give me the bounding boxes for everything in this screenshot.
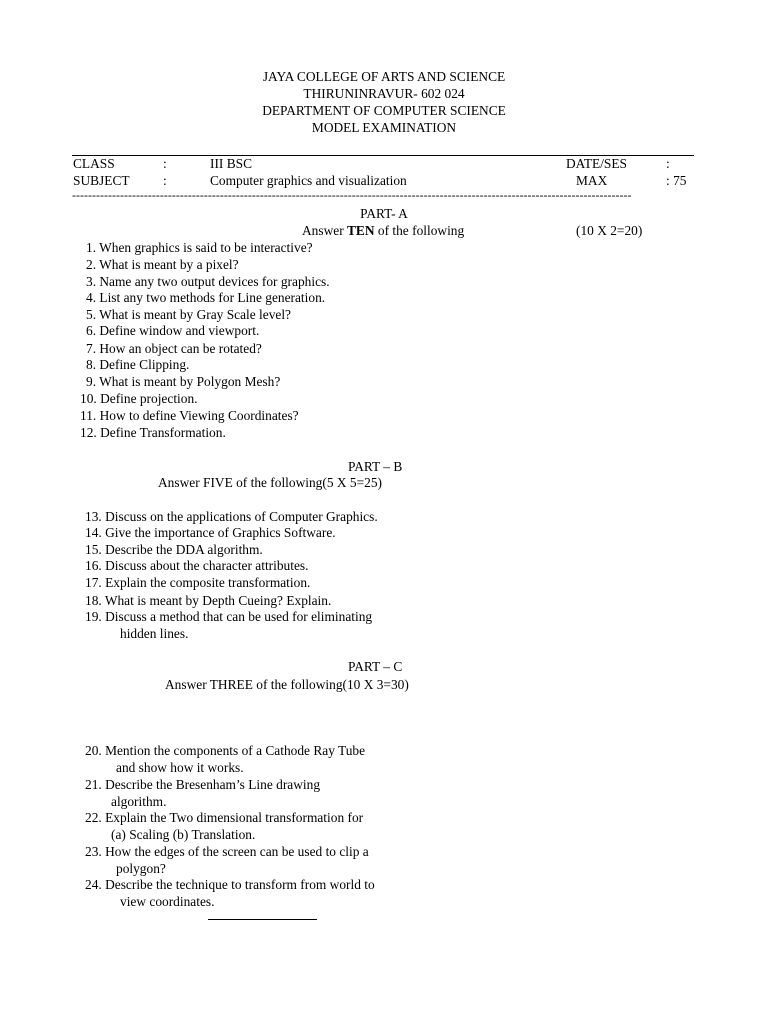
- part-b-title: PART – B: [348, 459, 403, 474]
- question-7: 7. How an object can be rotated?: [86, 341, 262, 356]
- dashed-divider: --------------------------------------------------------------------------------------------------------------------------------------------: [72, 188, 632, 202]
- question-16: 16. Discuss about the character attributes.: [85, 558, 309, 573]
- max-label: MAX: [576, 173, 608, 188]
- question-20: 20. Mention the components of a Cathode Ray Tube: [85, 743, 366, 758]
- college-address: THIRUNINRAVUR- 602 024: [303, 86, 465, 101]
- part-c-title: PART – C: [348, 659, 403, 674]
- question-3: 3. Name any two output devices for graphics.: [86, 274, 330, 289]
- max-value: : 75: [666, 173, 687, 188]
- part-a-marks: (10 X 2=20): [576, 223, 643, 238]
- question-6: 6. Define window and viewport.: [86, 323, 260, 338]
- subject-colon: :: [163, 173, 167, 188]
- question-15: 15. Describe the DDA algorithm.: [85, 542, 263, 557]
- question-11: 11. How to define Viewing Coordinates?: [80, 408, 299, 423]
- question-22: 22. Explain the Two dimensional transformation for: [85, 810, 364, 825]
- question-1: 1. When graphics is said to be interactive?: [86, 240, 313, 255]
- class-label: CLASS: [73, 156, 115, 171]
- part-a-instruction: Answer TEN of the following: [302, 223, 465, 238]
- question-24-cont: view coordinates.: [120, 894, 215, 909]
- question-23-cont: polygon?: [116, 861, 166, 876]
- part-a-title: PART- A: [360, 206, 408, 221]
- closing-rule: [208, 919, 317, 920]
- question-14: 14. Give the importance of Graphics Software.: [85, 525, 336, 540]
- question-18: 18. What is meant by Depth Cueing? Explain.: [85, 593, 332, 608]
- question-22-cont: (a) Scaling (b) Translation.: [111, 827, 256, 842]
- class-value: III BSC: [210, 156, 253, 171]
- question-12: 12. Define Transformation.: [80, 425, 226, 440]
- question-10: 10. Define projection.: [80, 391, 198, 406]
- part-c-instruction: Answer THREE of the following(10 X 3=30): [165, 677, 409, 692]
- question-19-cont: hidden lines.: [120, 626, 189, 641]
- date-colon: :: [666, 156, 670, 171]
- question-17: 17. Explain the composite transformation.: [85, 575, 311, 590]
- department-name: DEPARTMENT OF COMPUTER SCIENCE: [262, 103, 506, 118]
- class-colon: :: [163, 156, 167, 171]
- college-name: JAYA COLLEGE OF ARTS AND SCIENCE: [262, 69, 506, 84]
- question-9: 9. What is meant by Polygon Mesh?: [86, 374, 281, 389]
- question-13: 13. Discuss on the applications of Computer Graphics.: [85, 509, 378, 524]
- question-21: 21. Describe the Bresenham’s Line drawing: [85, 777, 321, 792]
- question-8: 8. Define Clipping.: [86, 357, 190, 372]
- question-23: 23. How the edges of the screen can be used to clip a: [85, 844, 369, 859]
- question-24: 24. Describe the technique to transform from world to: [85, 877, 375, 892]
- question-4: 4. List any two methods for Line generation.: [86, 290, 326, 305]
- question-19: 19. Discuss a method that can be used for eliminating: [85, 609, 373, 624]
- part-b-instruction: Answer FIVE of the following(5 X 5=25): [158, 475, 382, 490]
- exam-title: MODEL EXAMINATION: [311, 120, 457, 135]
- subject-label: SUBJECT: [73, 173, 130, 188]
- subject-value: Computer graphics and visualization: [210, 173, 407, 188]
- question-5: 5. What is meant by Gray Scale level?: [86, 307, 292, 322]
- question-20-cont: and show how it works.: [116, 760, 244, 775]
- date-label: DATE/SES: [566, 156, 628, 171]
- question-2: 2. What is meant by a pixel?: [86, 257, 239, 272]
- question-21-cont: algorithm.: [111, 794, 167, 809]
